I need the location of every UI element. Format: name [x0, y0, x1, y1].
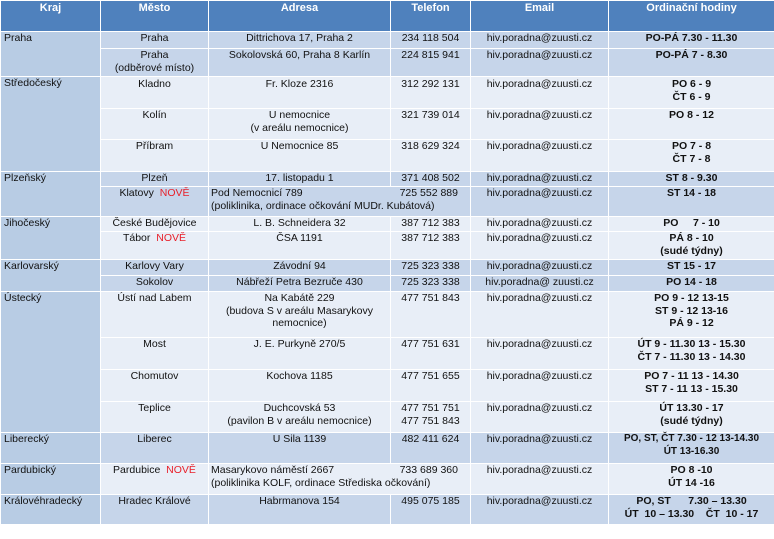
- email-cell[interactable]: hiv.poradna@zuusti.cz: [471, 232, 609, 260]
- mesto-cell: Klatovy NOVĚ: [101, 187, 209, 217]
- table-row: [1, 187, 774, 217]
- telefon-cell: 477 751 655: [391, 370, 471, 402]
- hodiny-cell: PÁ 8 - 10 (sudé týdny): [609, 232, 774, 260]
- email-cell[interactable]: hiv.poradna@zuusti.cz: [471, 433, 609, 464]
- telefon-cell: 495 075 185: [391, 495, 471, 525]
- telefon-cell: 224 815 941: [391, 49, 471, 77]
- kraj-cell: Ústecký: [1, 292, 101, 433]
- hodiny-cell: PO 6 - 9 ČT 6 - 9: [609, 77, 774, 109]
- adresa-cell: U nemocnice (v areálu nemocnice): [209, 109, 391, 140]
- email-cell[interactable]: hiv.poradna@zuusti.cz: [471, 402, 609, 433]
- mesto-cell: Plzeň: [101, 172, 209, 187]
- hodiny-cell: ST 14 - 18: [609, 187, 774, 217]
- telefon-cell: 482 411 624: [391, 433, 471, 464]
- table-row: [1, 338, 774, 370]
- adresa-cell: Habrmanova 154: [209, 495, 391, 525]
- mesto-cell: Liberec: [101, 433, 209, 464]
- mesto-cell: Příbram: [101, 140, 209, 172]
- adresa-cell: ČSA 1191: [209, 232, 391, 260]
- email-cell[interactable]: hiv.poradna@ zuusti.cz: [471, 276, 609, 292]
- hodiny-cell: ÚT 9 - 11.30 13 - 15.30 ČT 7 - 11.30 13 - 14.30: [609, 338, 774, 370]
- telefon-value: 725 552 889: [399, 187, 458, 199]
- mesto-cell: Sokolov: [101, 276, 209, 292]
- email-cell[interactable]: hiv.poradna@zuusti.cz: [471, 464, 609, 495]
- header-telefon: Telefon: [391, 1, 471, 32]
- adresa-cell: Fr. Kloze 2316: [209, 77, 391, 109]
- hodiny-cell: PO, ST 7.30 – 13.30 ÚT 10 – 13.30 ČT 10 - 17: [609, 495, 774, 525]
- email-cell[interactable]: hiv.poradna@zuusti.cz: [471, 292, 609, 338]
- email-cell[interactable]: hiv.poradna@zuusti.cz: [471, 187, 609, 217]
- kraj-cell: Jihočeský: [1, 217, 101, 260]
- hodiny-cell: PO 8 - 12: [609, 109, 774, 140]
- adresa-cell: Kochova 1185: [209, 370, 391, 402]
- adresa-cell: Dittrichova 17, Praha 2: [209, 32, 391, 49]
- table-row: [1, 464, 774, 495]
- email-cell[interactable]: hiv.poradna@zuusti.cz: [471, 77, 609, 109]
- kraj-cell: Praha: [1, 32, 101, 77]
- email-cell[interactable]: hiv.poradna@zuusti.cz: [471, 32, 609, 49]
- kraj-cell: Středočeský: [1, 77, 101, 172]
- email-cell[interactable]: hiv.poradna@zuusti.cz: [471, 260, 609, 276]
- telefon-cell: 477 751 631: [391, 338, 471, 370]
- adresa-cell: 17. listopadu 1: [209, 172, 391, 187]
- table-row: [1, 370, 774, 402]
- header-mesto: Město: [101, 1, 209, 32]
- mesto-cell: Teplice: [101, 402, 209, 433]
- email-cell[interactable]: hiv.poradna@zuusti.cz: [471, 140, 609, 172]
- adresa-cell: U Nemocnice 85: [209, 140, 391, 172]
- kraj-cell: Plzeňský: [1, 172, 101, 217]
- hodiny-cell: PO 7 - 11 13 - 14.30 ST 7 - 11 13 - 15.30: [609, 370, 774, 402]
- header-email: Email: [471, 1, 609, 32]
- email-cell[interactable]: hiv.poradna@zuusti.cz: [471, 217, 609, 232]
- new-badge: NOVĚ: [166, 464, 196, 476]
- adresa-cell: Sokolovská 60, Praha 8 Karlín: [209, 49, 391, 77]
- hodiny-cell: ST 8 - 9.30: [609, 172, 774, 187]
- new-badge: NOVĚ: [159, 187, 190, 199]
- table-row: [1, 49, 774, 77]
- mesto-cell: Praha (odběrové místo): [101, 49, 209, 77]
- mesto-cell: Karlovy Vary: [101, 260, 209, 276]
- kraj-cell: Pardubický: [1, 464, 101, 495]
- adresa-cell: L. B. Schneidera 32: [209, 217, 391, 232]
- mesto-cell: Ústí nad Labem: [101, 292, 209, 338]
- hodiny-cell: PO, ST, ČT 7.30 - 12 13-14.30 ÚT 13-16.30: [609, 433, 774, 464]
- table-row: [1, 232, 774, 260]
- telefon-cell: 312 292 131: [391, 77, 471, 109]
- hodiny-cell: PO 14 - 18: [609, 276, 774, 292]
- table-row: [1, 32, 774, 49]
- telefon-cell: 725 323 338: [391, 276, 471, 292]
- hodiny-cell: PO-PÁ 7.30 - 11.30: [609, 32, 774, 49]
- email-cell[interactable]: hiv.poradna@zuusti.cz: [471, 172, 609, 187]
- telefon-cell: 371 408 502: [391, 172, 471, 187]
- mesto-cell: Kladno: [101, 77, 209, 109]
- header-adresa: Adresa: [209, 1, 391, 32]
- adresa-cell: Nábřeží Petra Bezruče 430: [209, 276, 391, 292]
- table-row: [1, 217, 774, 232]
- mesto-cell: Tábor NOVĚ: [101, 232, 209, 260]
- mesto-cell: Pardubice NOVĚ: [101, 464, 209, 495]
- mesto-cell: Most: [101, 338, 209, 370]
- hodiny-cell: PO 7 - 8 ČT 7 - 8: [609, 140, 774, 172]
- mesto-cell: Hradec Králové: [101, 495, 209, 525]
- telefon-cell: 725 323 338: [391, 260, 471, 276]
- email-cell[interactable]: hiv.poradna@zuusti.cz: [471, 370, 609, 402]
- hodiny-cell: ST 15 - 17: [609, 260, 774, 276]
- email-cell[interactable]: hiv.poradna@zuusti.cz: [471, 495, 609, 525]
- telefon-cell: 318 629 324: [391, 140, 471, 172]
- table-row: [1, 172, 774, 187]
- adresa-cell: Závodní 94: [209, 260, 391, 276]
- table-row: [1, 495, 774, 525]
- hodiny-cell: PO 7 - 10: [609, 217, 774, 232]
- telefon-cell: 477 751 751 477 751 843: [391, 402, 471, 433]
- hodiny-cell: PO-PÁ 7 - 8.30: [609, 49, 774, 77]
- hodiny-cell: ÚT 13.30 - 17 (sudé týdny): [609, 402, 774, 433]
- new-badge: NOVĚ: [156, 232, 187, 244]
- email-cell[interactable]: hiv.poradna@zuusti.cz: [471, 49, 609, 77]
- mesto-cell: Kolín: [101, 109, 209, 140]
- adresa-cell: Masarykovo náměstí 2667 733 689 360 (poliklinika KOLF, ordinace Střediska očkování): [209, 464, 471, 495]
- telefon-cell: 477 751 843: [391, 292, 471, 338]
- header-row: [1, 1, 774, 32]
- telefon-cell: 387 712 383: [391, 217, 471, 232]
- table-row: [1, 77, 774, 109]
- table-row: [1, 260, 774, 276]
- adresa-cell: J. E. Purkyně 270/5: [209, 338, 391, 370]
- adresa-cell: Na Kabátě 229 (budova S v areálu Masarykovy nemocnice): [209, 292, 391, 338]
- telefon-cell: 321 739 014: [391, 109, 471, 140]
- telefon-value: 733 689 360: [399, 464, 458, 476]
- mesto-cell: Praha: [101, 32, 209, 49]
- email-cell[interactable]: hiv.poradna@zuusti.cz: [471, 338, 609, 370]
- hodiny-cell: PO 8 -10 ÚT 14 -16: [609, 464, 774, 495]
- hodiny-cell: PO 9 - 12 13-15 ST 9 - 12 13-16 PÁ 9 - 12: [609, 292, 774, 338]
- table-row: [1, 276, 774, 292]
- telefon-cell: 387 712 383: [391, 232, 471, 260]
- kraj-cell: Liberecký: [1, 433, 101, 464]
- table-row: [1, 140, 774, 172]
- table-row: [1, 402, 774, 433]
- table-row: [1, 433, 774, 464]
- header-kraj: Kraj: [1, 1, 101, 32]
- table-row: [1, 292, 774, 338]
- adresa-cell: Duchcovská 53 (pavilon B v areálu nemocnice): [209, 402, 391, 433]
- adresa-cell: Pod Nemocnicí 789 725 552 889 (poliklinika, ordinace očkování MUDr. Kubátová): [209, 187, 471, 217]
- kraj-cell: Karlovarský: [1, 260, 101, 292]
- telefon-cell: 234 118 504: [391, 32, 471, 49]
- email-cell[interactable]: hiv.poradna@zuusti.cz: [471, 109, 609, 140]
- mesto-cell: Chomutov: [101, 370, 209, 402]
- kraj-cell: Královéhradecký: [1, 495, 101, 525]
- adresa-cell: U Sila 1139: [209, 433, 391, 464]
- table-row: [1, 109, 774, 140]
- mesto-cell: České Budějovice: [101, 217, 209, 232]
- header-hodiny: Ordinační hodiny: [609, 1, 774, 32]
